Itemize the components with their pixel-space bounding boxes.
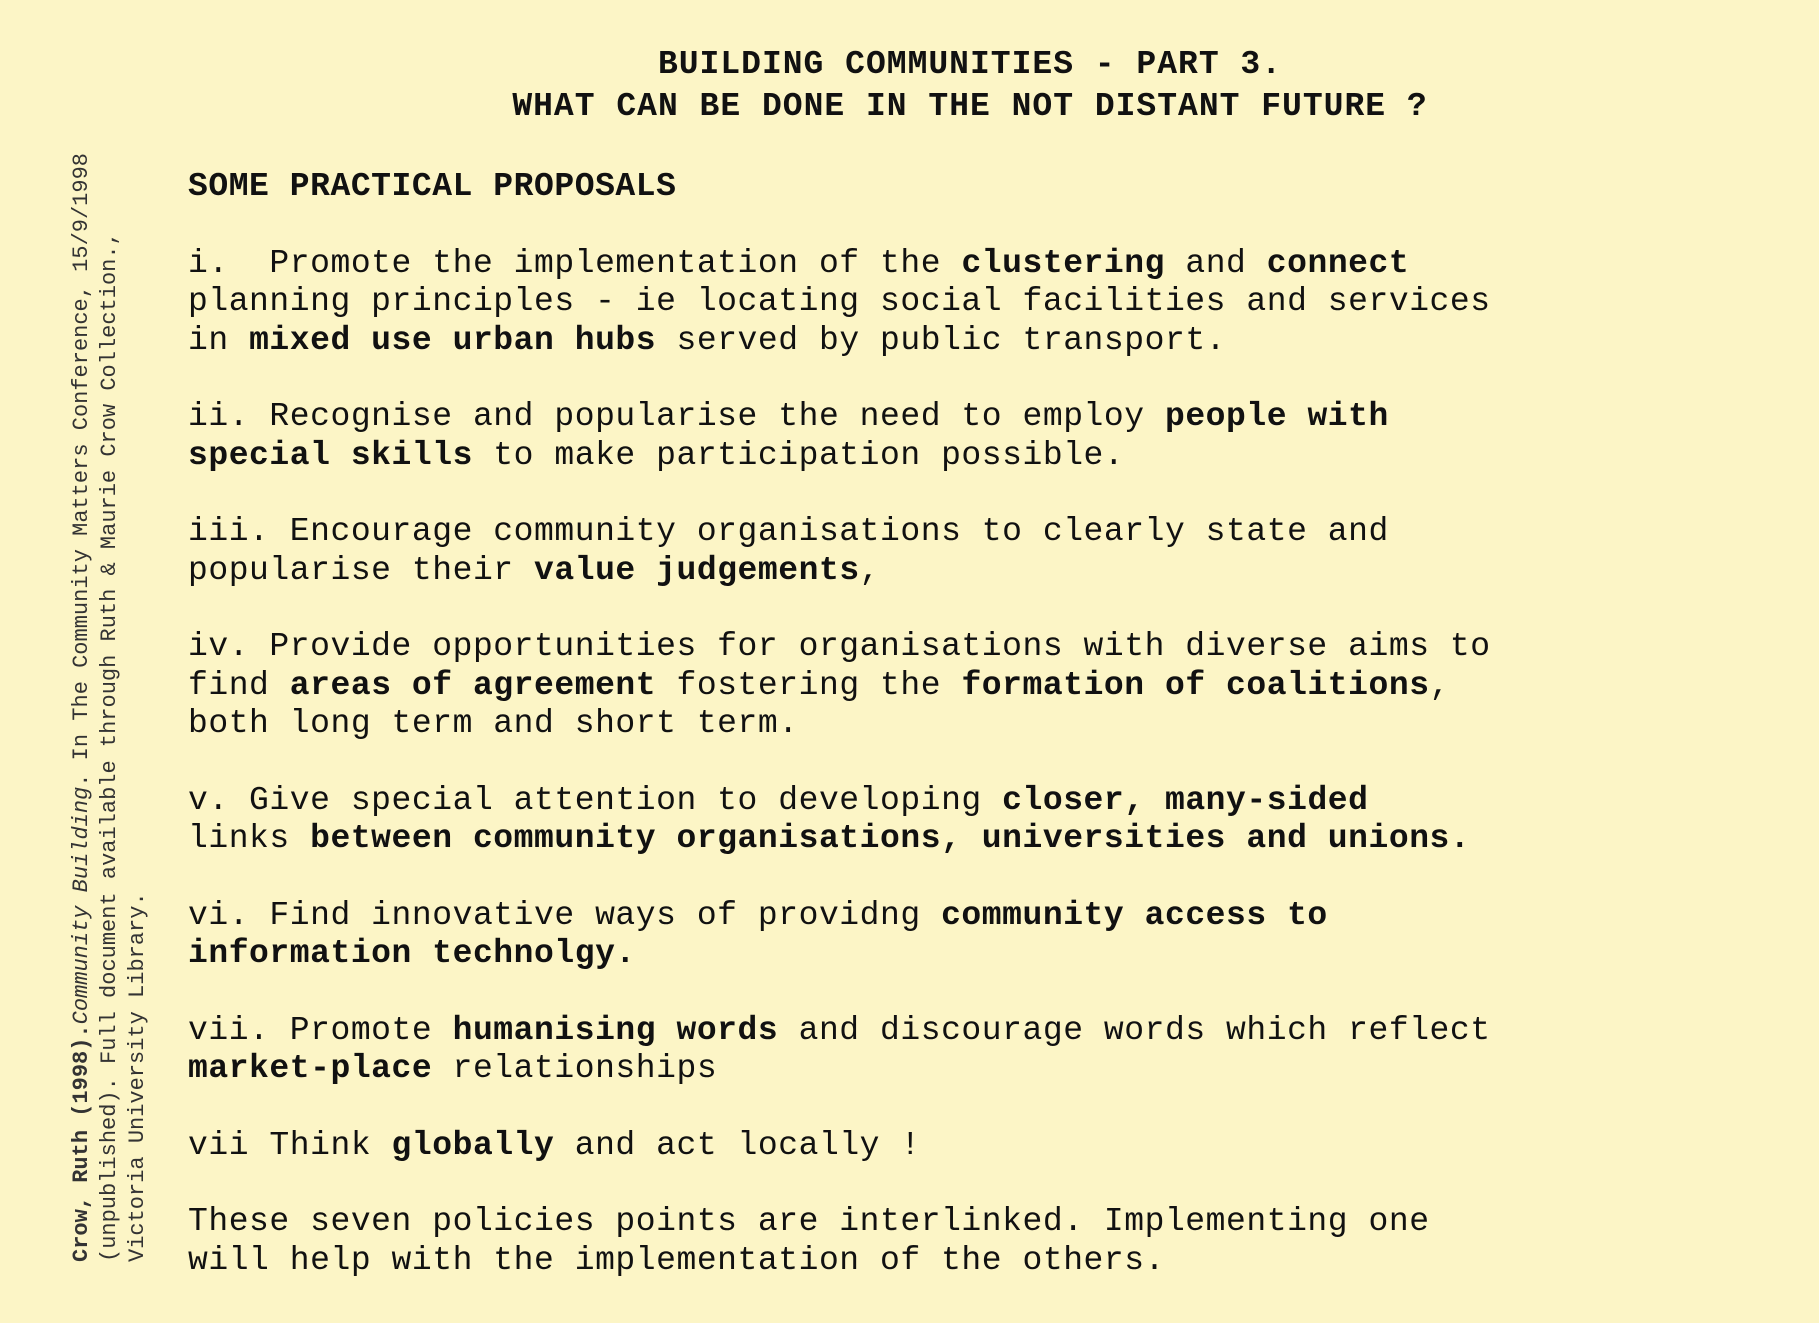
- main-content: [188, 168, 1788, 1280]
- proposal-7-line-1: [188, 1012, 1788, 1051]
- citation-margin-note: [68, 42, 152, 1262]
- page-title-line-1: BUILDING COMMUNITIES - PART 3.: [657, 46, 1283, 83]
- citation-line-3: Victoria University Library.: [125, 892, 150, 1262]
- text-run: ii. Recognise and popularise the need to employ: [188, 398, 1165, 435]
- closing-line-1: These seven policies points are interlinked. Implementing one: [188, 1203, 1430, 1240]
- text-run: and: [1164, 244, 1267, 282]
- text-run: to make participation possible.: [472, 436, 1125, 474]
- proposal-1-line-3: [188, 322, 1788, 361]
- page-title: [170, 44, 1770, 128]
- proposal-1-line-2: planning principles - ie locating social facilities and services: [188, 283, 1491, 320]
- proposal-4-line-1: iv. Provide opportunities for organisations with diverse aims to: [188, 628, 1491, 665]
- proposal-item-8: [188, 1127, 1788, 1166]
- proposal-4-line-3: both long term and short term.: [188, 705, 799, 742]
- text-run: ,: [1429, 666, 1450, 704]
- text-run: i. Promote the implementation of the: [188, 244, 962, 282]
- emphasis-run: globally: [391, 1126, 555, 1164]
- emphasis-run: clustering: [961, 244, 1165, 282]
- proposal-2-line-1: [188, 398, 1788, 437]
- text-run: vi. Find innovative ways of providng: [188, 896, 942, 934]
- proposal-item-2: [188, 398, 1788, 475]
- proposal-item-6: [188, 897, 1788, 974]
- closing-paragraph: [188, 1203, 1788, 1280]
- emphasis-run: special skills: [188, 436, 473, 474]
- emphasis-run: closer, many-sided: [1002, 781, 1369, 819]
- emphasis-run: between community organisations, universities and unions.: [310, 820, 1471, 857]
- emphasis-run: areas of agreement: [289, 666, 657, 704]
- text-run: v. Give special attention to developing: [188, 781, 1003, 819]
- text-run: vii. Promote: [188, 1011, 453, 1049]
- page-title-line-2: WHAT CAN BE DONE IN THE NOT DISTANT FUTURE ?: [512, 88, 1428, 125]
- proposal-7-line-2: [188, 1050, 1788, 1089]
- text-run: vii Think: [188, 1126, 392, 1164]
- text-run: links: [188, 820, 311, 857]
- proposal-6-line-2: information technolgy.: [188, 935, 636, 972]
- text-run: served by public transport.: [656, 321, 1227, 359]
- emphasis-run: value judgements: [534, 551, 860, 589]
- citation-author: Crow, Ruth (1998).: [69, 1024, 94, 1262]
- proposal-item-4: [188, 628, 1788, 744]
- proposal-2-line-2: [188, 437, 1788, 476]
- proposal-item-5: [188, 782, 1788, 859]
- proposal-3-line-1: iii. Encourage community organisations to clearly state and: [188, 513, 1389, 550]
- text-run: in: [188, 321, 250, 359]
- text-run: ,: [859, 551, 881, 589]
- closing-line-2: will help with the implementation of the others.: [188, 1241, 1165, 1279]
- proposal-5-line-2: [188, 820, 1788, 859]
- citation-line-2: (unpublished). Full document available through Ruth & Maurie Crow Collection.,: [97, 232, 122, 1262]
- text-run: and act locally !: [554, 1126, 921, 1164]
- emphasis-run: formation of coalitions: [961, 666, 1430, 704]
- proposal-item-3: [188, 513, 1788, 590]
- emphasis-run: market-place: [188, 1050, 433, 1087]
- emphasis-run: connect: [1266, 244, 1410, 282]
- emphasis-run: community access to: [941, 896, 1328, 934]
- text-run: fostering the: [656, 666, 962, 704]
- proposal-6-line-1: [188, 897, 1788, 936]
- emphasis-run: humanising words: [452, 1011, 779, 1049]
- section-heading: SOME PRACTICAL PROPOSALS: [188, 168, 677, 205]
- proposal-1-line-1: [188, 245, 1788, 284]
- text-run: and discourage words which reflect: [778, 1011, 1491, 1049]
- citation-work-title: Community Building: [69, 786, 94, 1025]
- proposal-8-line-1: [188, 1127, 1788, 1166]
- emphasis-run: people with: [1164, 398, 1389, 435]
- text-run: relationships: [432, 1050, 718, 1087]
- citation-line-1: [68, 42, 96, 1262]
- proposal-item-7: [188, 1012, 1788, 1089]
- citation-line-1-rest: . In The Community Matters Conference, 15/9/1998: [69, 153, 94, 787]
- proposal-4-line-2: [188, 667, 1788, 706]
- text-run: find: [188, 666, 290, 704]
- text-run: popularise their: [188, 551, 535, 589]
- proposal-5-line-1: [188, 782, 1788, 821]
- proposal-3-line-2: [188, 552, 1788, 591]
- emphasis-run: mixed use urban hubs: [249, 321, 657, 359]
- proposal-item-1: [188, 245, 1788, 361]
